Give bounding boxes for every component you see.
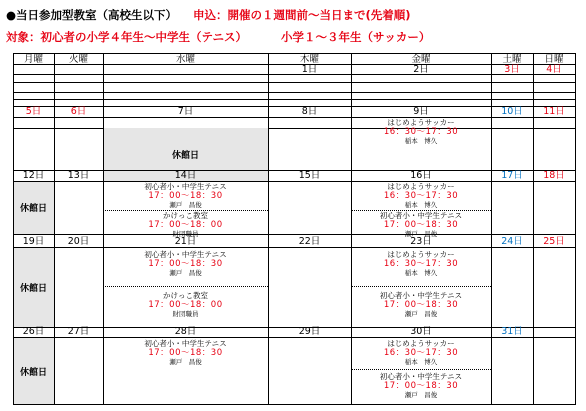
date-cell: 1日 — [301, 64, 318, 75]
date-cell: 25日 — [543, 236, 565, 247]
event-soccer: はじめようサッカー 16：30～17：30 稲本 博久 — [383, 250, 459, 277]
date-cell: 8日 — [301, 106, 318, 117]
date-cell: 21日 — [174, 236, 197, 247]
date-cell: 16日 — [410, 170, 432, 181]
date-cell: 23日 — [410, 236, 432, 247]
event-soccer: はじめようサッカー 16：30～17：30 稲本 博久 — [383, 339, 459, 366]
event-tennis: 初心者小・中学生テニス 17：00～18：30 瀬戸 昌俊 — [144, 250, 227, 277]
event-tennis: 初心者小・中学生テニス 17：00～18：30 瀬戸 昌俊 — [144, 339, 227, 366]
date-cell: 14日 — [174, 170, 197, 181]
date-cell: 26日 — [22, 326, 45, 337]
date-cell: 4日 — [546, 64, 562, 75]
date-cell: 13日 — [67, 170, 90, 181]
weekday-mon: 月曜 — [23, 54, 43, 65]
date-cell: 6日 — [70, 106, 87, 117]
date-cell: 9日 — [413, 106, 429, 117]
date-cell: 28日 — [174, 326, 197, 337]
date-cell: 30日 — [410, 326, 432, 337]
event-tennis: 初心者小・中学生テニス 17：00～18：30 瀬戸 昌俊 — [379, 211, 463, 238]
date-cell: 22日 — [298, 236, 321, 247]
weekday-thu: 木曜 — [299, 54, 319, 65]
date-cell: 2日 — [413, 64, 429, 75]
date-cell: 27日 — [67, 326, 90, 337]
event-soccer: はじめようサッカー 16：30～17：30 稲本 博久 — [383, 118, 459, 145]
weekday-wed: 水曜 — [175, 54, 195, 65]
closed-day-wed-week2: 休館日 — [103, 128, 268, 181]
closed-day-mon-week4: 休館日 — [13, 247, 54, 327]
event-kakekko: かけっこ教室 17：00～18：00 財団職員 — [148, 211, 223, 238]
event-kakekko: かけっこ教室 17：00～18：00 財団職員 — [148, 291, 223, 318]
weekday-sat: 土曜 — [502, 54, 522, 65]
event-tennis: 初心者小・中学生テニス 17：00～18：30 瀬戸 昌俊 — [379, 291, 463, 318]
date-cell: 24日 — [501, 236, 523, 247]
date-cell: 3日 — [504, 64, 520, 75]
page-title: ●当日参加型教室（高校生以下） — [6, 8, 178, 22]
weekday-tue: 火曜 — [68, 54, 88, 65]
date-cell: 29日 — [298, 326, 321, 337]
weekday-fri: 金曜 — [411, 54, 431, 65]
date-cell: 7日 — [177, 106, 194, 117]
calendar-table — [13, 53, 576, 405]
event-soccer: はじめようサッカー 16：30～17：30 稲本 博久 — [383, 182, 459, 209]
date-cell: 17日 — [501, 170, 523, 181]
weekday-sun: 日曜 — [544, 54, 564, 65]
closed-day-mon-week5: 休館日 — [13, 337, 54, 405]
date-cell: 10日 — [501, 106, 523, 117]
event-tennis: 初心者小・中学生テニス 17：00～18：30 瀬戸 昌俊 — [144, 182, 227, 209]
target-note-soccer: 小学１～３年生（サッカー） — [281, 30, 431, 44]
date-cell: 12日 — [22, 170, 45, 181]
date-cell: 19日 — [22, 236, 45, 247]
date-cell: 5日 — [25, 106, 42, 117]
date-cell: 15日 — [298, 170, 321, 181]
date-cell: 31日 — [501, 326, 523, 337]
target-note: 対象：初心者の小学４年生～中学生（テニス） — [6, 30, 248, 44]
event-tennis: 初心者小・中学生テニス 17：00～18：30 瀬戸 昌俊 — [379, 372, 463, 399]
date-cell: 18日 — [543, 170, 565, 181]
closed-day-mon-week3: 休館日 — [13, 181, 54, 234]
date-cell: 20日 — [67, 236, 90, 247]
date-cell: 11日 — [543, 106, 565, 117]
application-note: 申込：開催の１週間前～当日まで(先着順) — [193, 8, 411, 22]
